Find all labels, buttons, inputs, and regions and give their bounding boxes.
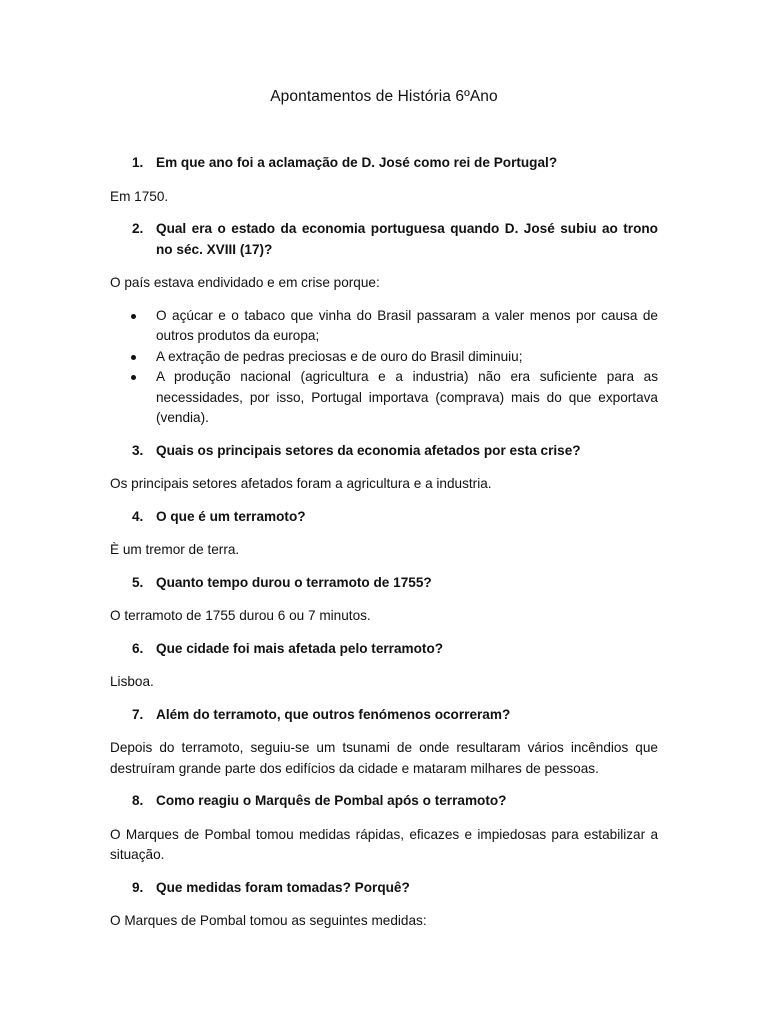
- question-text: Quanto tempo durou o terramoto de 1755?: [156, 574, 432, 590]
- question-4: [110, 507, 658, 528]
- question-6: [110, 639, 658, 660]
- answer-8: O Marques de Pombal tomou medidas rápidas, eficazes e impiedosas para estabilizar a situação.: [110, 826, 658, 862]
- question-text: Que medidas foram tomadas? Porquê?: [156, 879, 410, 895]
- answer-2: O país estava endividado e em crise porque:: [110, 275, 380, 290]
- question-text: Como reagiu o Marquês de Pombal após o terramoto?: [156, 793, 507, 808]
- question-text: Quais os principais setores da economia afetados por esta crise?: [156, 442, 581, 458]
- question-5: [110, 573, 658, 594]
- question-number: 6.: [132, 640, 144, 656]
- question-3: [110, 441, 658, 462]
- answer-4: È um tremor de terra.: [110, 542, 240, 557]
- list-item: [110, 367, 658, 429]
- question-number: 4.: [132, 508, 144, 524]
- question-number: 9.: [132, 879, 144, 895]
- answer-9: O Marques de Pombal tomou as seguintes medidas:: [110, 913, 427, 928]
- question-number: 2.: [132, 221, 144, 236]
- answer-5: O terramoto de 1755 durou 6 ou 7 minutos.: [110, 608, 371, 623]
- question-number: 3.: [132, 442, 144, 458]
- question-2: [110, 219, 658, 260]
- answer-1: Em 1750.: [110, 188, 169, 204]
- question-9: [110, 878, 658, 899]
- question-7: [110, 705, 658, 726]
- answer-2-bullet-list: [110, 306, 658, 429]
- answer-7: Depois do terramoto, seguiu-se um tsunami de onde resultaram vários incêndios que destruíram grande parte dos edifícios da cidade e mataram milhares de pessoas.: [110, 740, 658, 776]
- question-number: 1.: [132, 155, 144, 170]
- list-item-text: O açúcar e o tabaco que vinha do Brasil passaram a valer menos por causa de outros produtos da europa;: [156, 307, 658, 343]
- list-item-text: A extração de pedras preciosas e de ouro do Brasil diminuiu;: [156, 348, 523, 364]
- list-item: [110, 347, 658, 368]
- bullet-icon: [131, 375, 136, 380]
- list-item-text: A produção nacional (agricultura e a industria) não era suficiente para as necessidades, por isso, Portugal importava (comprava) mais do que exportava (vendia).: [156, 369, 658, 425]
- question-number: 8.: [132, 793, 144, 808]
- page-title: Apontamentos de História 6ºAno: [270, 88, 498, 105]
- answer-6: Lisboa.: [110, 674, 154, 689]
- question-text: Qual era o estado da economia portuguesa quando D. José subiu ao trono no séc. XVIII (17)?: [156, 221, 658, 257]
- bullet-icon: [131, 314, 136, 319]
- document-body: [110, 145, 658, 944]
- question-8: [110, 791, 658, 812]
- bullet-icon: [131, 355, 136, 360]
- question-number: 5.: [132, 574, 144, 590]
- question-text: Além do terramoto, que outros fenómenos ocorreram?: [156, 706, 511, 722]
- list-item: [110, 306, 658, 347]
- question-text: O que é um terramoto?: [156, 508, 306, 524]
- answer-3: Os principais setores afetados foram a agricultura e a industria.: [110, 476, 492, 491]
- question-1: [110, 153, 658, 174]
- question-number: 7.: [132, 706, 144, 722]
- question-text: Em que ano foi a aclamação de D. José como rei de Portugal?: [156, 155, 558, 170]
- question-text: Que cidade foi mais afetada pelo terramoto?: [156, 640, 444, 656]
